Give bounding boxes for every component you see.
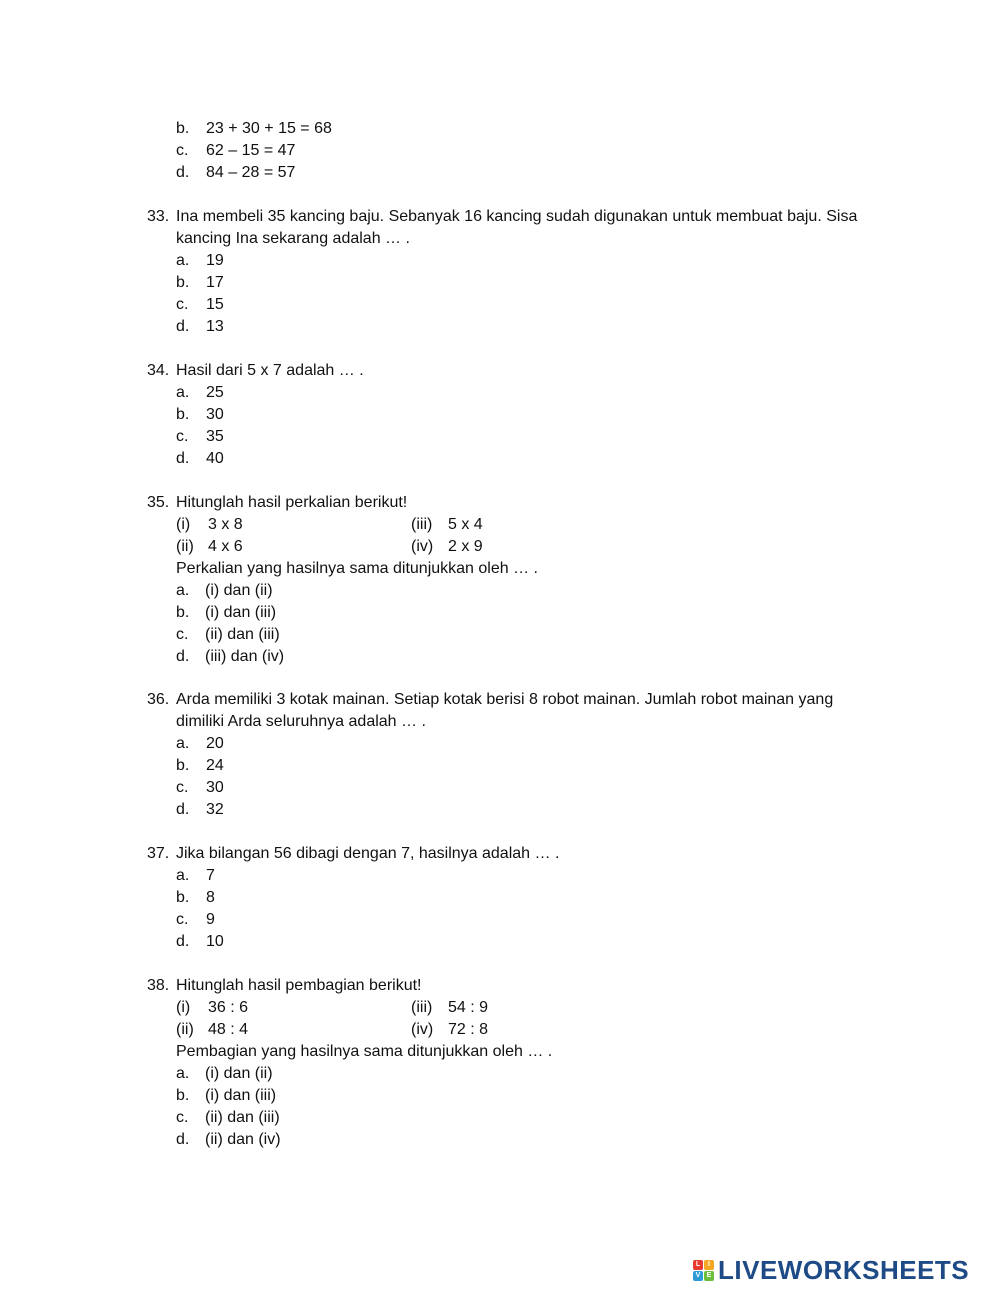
option-letter: b. bbox=[176, 757, 190, 774]
option-letter: c. bbox=[176, 779, 189, 796]
question-number: 34. bbox=[147, 362, 170, 379]
question-text: Hitunglah hasil perkalian berikut! bbox=[176, 494, 408, 511]
roman-label: (i) bbox=[176, 516, 191, 533]
option-letter: c. bbox=[176, 1109, 189, 1126]
question-number: 33. bbox=[147, 208, 170, 225]
question-text: Arda memiliki 3 kotak mainan. Setiap kotak berisi 8 robot mainan. Jumlah robot mainan yang bbox=[176, 691, 834, 708]
option-letter: b. bbox=[176, 120, 190, 137]
option-text: (i) dan (ii) bbox=[205, 1065, 273, 1082]
logo-text: LIVEWORKSHEETS bbox=[718, 1254, 970, 1285]
option-letter: d. bbox=[176, 450, 190, 467]
option-letter: b. bbox=[176, 406, 190, 423]
option-letter: d. bbox=[176, 801, 190, 818]
roman-label: (iii) bbox=[411, 516, 433, 533]
option-text: 25 bbox=[206, 384, 224, 401]
logo-tile: I bbox=[704, 1260, 714, 1270]
option-letter: a. bbox=[176, 1065, 190, 1082]
roman-value: 48 : 4 bbox=[208, 1021, 249, 1038]
logo-tile: L bbox=[693, 1260, 703, 1270]
logo-tile: V bbox=[693, 1271, 703, 1281]
option-letter: a. bbox=[176, 252, 190, 269]
option-text: (iii) dan (iv) bbox=[205, 648, 285, 665]
question-text: kancing Ina sekarang adalah … . bbox=[176, 230, 410, 247]
roman-value: 3 x 8 bbox=[208, 516, 243, 533]
roman-value: 4 x 6 bbox=[208, 538, 243, 555]
option-text: 9 bbox=[206, 911, 215, 928]
question-text: Hitunglah hasil pembagian berikut! bbox=[176, 977, 422, 994]
option-text: 8 bbox=[206, 889, 215, 906]
option-letter: d. bbox=[176, 164, 190, 181]
roman-value: 5 x 4 bbox=[448, 516, 483, 533]
option-text: 7 bbox=[206, 867, 215, 884]
option-text: 84 – 28 = 57 bbox=[206, 164, 296, 181]
roman-label: (i) bbox=[176, 999, 191, 1016]
question-text: Jika bilangan 56 dibagi dengan 7, hasilnya adalah … . bbox=[176, 845, 560, 862]
option-text: 20 bbox=[206, 735, 224, 752]
option-letter: b. bbox=[176, 274, 190, 291]
option-letter: d. bbox=[176, 648, 190, 665]
option-letter: d. bbox=[176, 318, 190, 335]
option-text: 10 bbox=[206, 933, 224, 950]
roman-value: 72 : 8 bbox=[448, 1021, 489, 1038]
question-number: 38. bbox=[147, 977, 170, 994]
option-text: 32 bbox=[206, 801, 224, 818]
logo-tile: E bbox=[704, 1271, 714, 1281]
option-letter: b. bbox=[176, 889, 190, 906]
option-text: (ii) dan (iii) bbox=[205, 1109, 280, 1126]
option-letter: c. bbox=[176, 428, 189, 445]
option-letter: d. bbox=[176, 933, 190, 950]
option-letter: c. bbox=[176, 142, 189, 159]
roman-label: (iv) bbox=[411, 1021, 434, 1038]
option-letter: c. bbox=[176, 911, 189, 928]
option-text: 35 bbox=[206, 428, 224, 445]
option-text: (ii) dan (iv) bbox=[205, 1131, 281, 1148]
option-text: (ii) dan (iii) bbox=[205, 626, 280, 643]
question-text: Ina membeli 35 kancing baju. Sebanyak 16 kancing sudah digunakan untuk membuat baju. Sisa bbox=[176, 208, 858, 225]
option-text: 13 bbox=[206, 318, 224, 335]
option-letter: a. bbox=[176, 735, 190, 752]
option-text: 15 bbox=[206, 296, 224, 313]
question-text: Hasil dari 5 x 7 adalah … . bbox=[176, 362, 364, 379]
roman-label: (ii) bbox=[176, 538, 194, 555]
question-number: 37. bbox=[147, 845, 170, 862]
prompt-text: Perkalian yang hasilnya sama ditunjukkan oleh … . bbox=[176, 560, 538, 577]
logo-mark-icon bbox=[693, 1260, 714, 1281]
option-letter: b. bbox=[176, 1087, 190, 1104]
option-letter: c. bbox=[176, 296, 189, 313]
roman-label: (ii) bbox=[176, 1021, 194, 1038]
option-text: 30 bbox=[206, 406, 224, 423]
option-text: 23 + 30 + 15 = 68 bbox=[206, 120, 332, 137]
option-letter: a. bbox=[176, 867, 190, 884]
prompt-text: Pembagian yang hasilnya sama ditunjukkan oleh … . bbox=[176, 1043, 553, 1060]
roman-label: (iii) bbox=[411, 999, 433, 1016]
option-text: (i) dan (ii) bbox=[205, 582, 273, 599]
option-text: 19 bbox=[206, 252, 224, 269]
roman-value: 36 : 6 bbox=[208, 999, 249, 1016]
option-text: 40 bbox=[206, 450, 224, 467]
option-text: 24 bbox=[206, 757, 224, 774]
option-text: 62 – 15 = 47 bbox=[206, 142, 296, 159]
roman-value: 54 : 9 bbox=[448, 999, 489, 1016]
roman-value: 2 x 9 bbox=[448, 538, 483, 555]
question-text: dimiliki Arda seluruhnya adalah … . bbox=[176, 713, 426, 730]
option-text: 30 bbox=[206, 779, 224, 796]
option-letter: a. bbox=[176, 582, 190, 599]
option-letter: c. bbox=[176, 626, 189, 643]
option-text: (i) dan (iii) bbox=[205, 604, 277, 621]
liveworksheets-logo bbox=[693, 1256, 969, 1284]
option-letter: a. bbox=[176, 384, 190, 401]
option-letter: d. bbox=[176, 1131, 190, 1148]
option-letter: b. bbox=[176, 604, 190, 621]
option-text: 17 bbox=[206, 274, 224, 291]
option-text: (i) dan (iii) bbox=[205, 1087, 277, 1104]
question-number: 35. bbox=[147, 494, 170, 511]
question-number: 36. bbox=[147, 691, 170, 708]
roman-label: (iv) bbox=[411, 538, 434, 555]
